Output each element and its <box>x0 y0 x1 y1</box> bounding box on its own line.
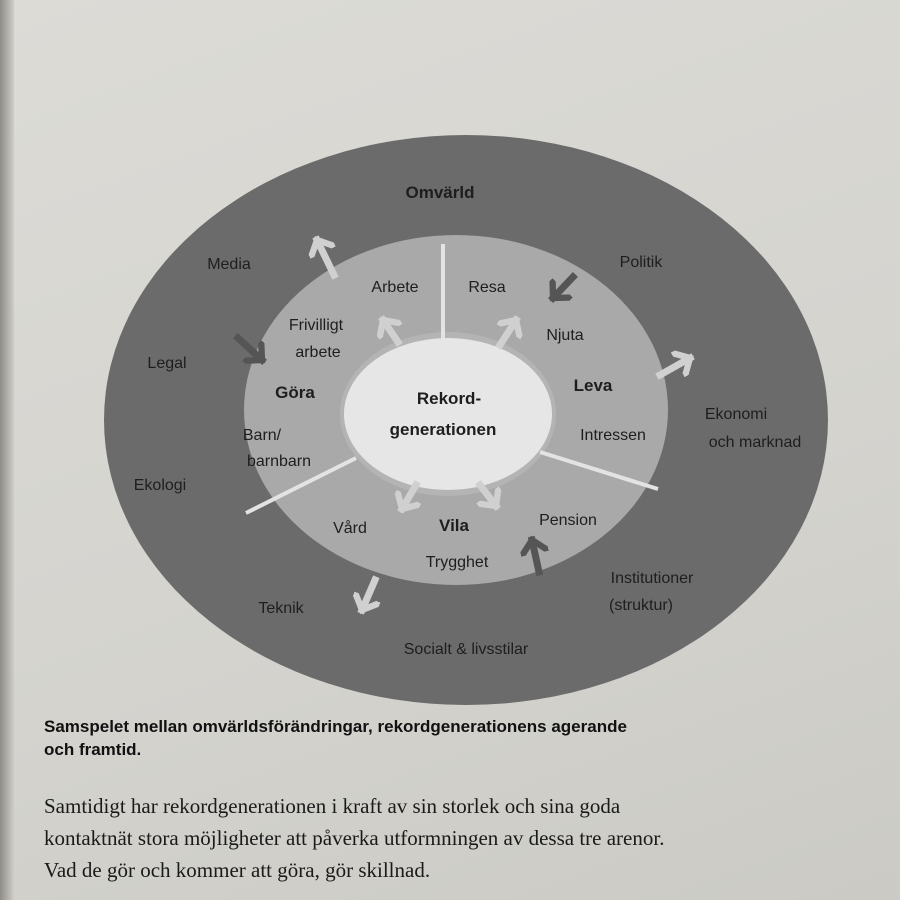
sector-gora-title: Göra <box>275 383 315 402</box>
leva-item-resa: Resa <box>468 279 506 296</box>
gora-item-frivilligt-arbete: arbete <box>295 344 341 361</box>
body-paragraph <box>44 790 870 886</box>
factor-politik: Politik <box>619 254 663 271</box>
factor-struktur: (struktur) <box>609 597 673 614</box>
vila-item-vard: Vård <box>333 520 367 537</box>
factor-socialt: Socialt & livsstilar <box>403 641 529 658</box>
omvarld-title: Omvärld <box>405 183 475 202</box>
body-line-1: Samtidigt har rekordgenerationen i kraft av sin storlek och sina goda <box>44 794 621 818</box>
leva-item-njuta: Njuta <box>546 327 584 344</box>
caption-line-2: och framtid. <box>44 740 142 759</box>
factor-legal: Legal <box>147 355 187 372</box>
gora-item-barnbarn: barnbarn <box>246 453 312 470</box>
leva-item-intressen: Intressen <box>580 427 646 444</box>
gora-item-barn: Barn/ <box>242 427 282 444</box>
caption-line-1: Samspelet mellan omvärldsförändringar, rekordgenerationens agerande <box>44 717 627 736</box>
factor-ekologi: Ekologi <box>133 477 187 494</box>
factor-institutioner: Institutioner <box>610 570 694 587</box>
factor-teknik: Teknik <box>258 600 304 617</box>
vila-item-pension: Pension <box>539 512 597 529</box>
factor-ekonomi: Ekonomi <box>704 406 768 423</box>
gora-item-frivilligt: Frivilligt <box>288 317 344 334</box>
body-line-2: kontaktnät stora möjligheter att påverka utformningen av dessa tre arenor. <box>44 826 665 850</box>
center-label-line1: Rekord- <box>416 389 482 408</box>
vila-item-trygghet: Trygghet <box>425 554 489 571</box>
figure-caption <box>44 715 844 761</box>
gora-item-arbete: Arbete <box>371 279 419 296</box>
factor-och-marknad: och marknad <box>708 434 802 451</box>
sector-vila-title: Vila <box>439 516 469 535</box>
body-line-3: Vad de gör och kommer att göra, gör skillnad. <box>44 858 431 882</box>
factor-media: Media <box>207 256 251 273</box>
sector-leva-title: Leva <box>573 376 613 395</box>
center-label-line2: generationen <box>389 420 497 439</box>
center-circle <box>344 338 552 490</box>
